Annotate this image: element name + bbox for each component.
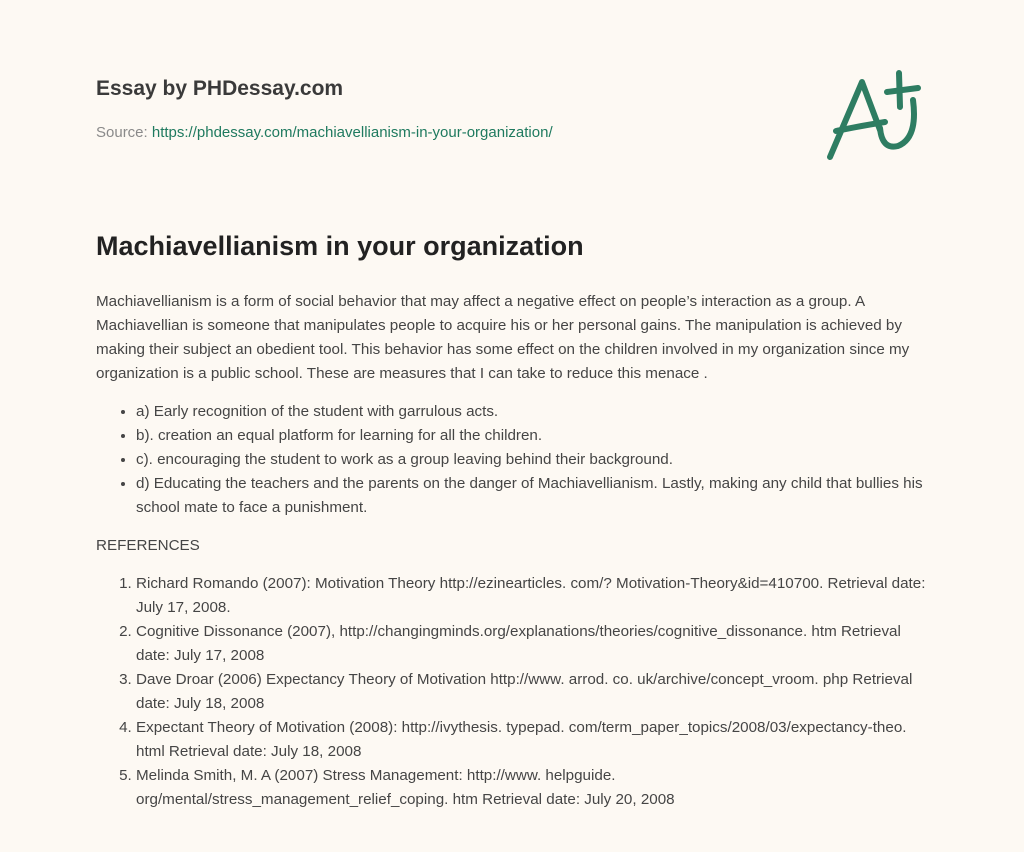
source-label: Source: — [96, 124, 148, 141]
reference-item: 1. Richard Romando (2007): Motivation Theory http://ezinearticles. com/? Motivation-Theory&id=410700. Retrieval date: July 17, 2008. — [136, 572, 931, 620]
source-link[interactable]: https://phdessay.com/machiavellianism-in-your-organization/ — [151, 124, 553, 141]
article-intro: Machiavellianism is a form of social behavior that may affect a negative effect on people’s interaction as a group. A Machiavellian is someone that manipulates people to acquire his or her personal gains. The manipulation is achieved by making their subject an obedient tool. This behavior has some effect on the children involved in my organization since my organization is a public school. These are measures that I can take to reduce this menace . — [96, 293, 910, 382]
reference-item: 4. Expectant Theory of Motivation (2008): http://ivythesis. typepad. com/term_paper_topics/2008/03/expectancy-theo. html Retrieval date: July 18, 2008 — [136, 716, 931, 764]
reference-item: 2. Cognitive Dissonance (2007), http://changingminds.org/explanations/theories/cognitive_dissonance. htm Retrieval date: July 17, 2008 — [136, 620, 931, 668]
list-item: • c). encouraging the student to work as a group leaving behind their background. — [136, 448, 931, 472]
site-title: Essay by PHDessay.com — [96, 77, 344, 100]
a-plus-logo-icon — [815, 62, 935, 172]
measures-list — [96, 400, 931, 520]
reference-item: 5. Melinda Smith, M. A (2007) Stress Management: http://www. helpguide. org/mental/stress_management_relief_coping. htm Retrieval date: July 20, 2008 — [136, 764, 931, 812]
list-item: • b). creation an equal platform for learning for all the children. — [136, 424, 931, 448]
article-title: Machiavellianism in your organization — [96, 231, 584, 261]
list-item: • d) Educating the teachers and the parents on the danger of Machiavellianism. Lastly, making any child that bullies his school mate to face a punishment. — [136, 472, 931, 520]
references-heading: REFERENCES — [96, 537, 200, 554]
list-item: • a) Early recognition of the student with garrulous acts. — [136, 400, 931, 424]
article — [96, 228, 931, 812]
references-list — [96, 572, 931, 812]
source-line — [96, 124, 553, 141]
reference-item: 3. Dave Droar (2006) Expectancy Theory of Motivation http://www. arrod. co. uk/archive/concept_vroom. php Retrieval date: July 18, 2008 — [136, 668, 931, 716]
